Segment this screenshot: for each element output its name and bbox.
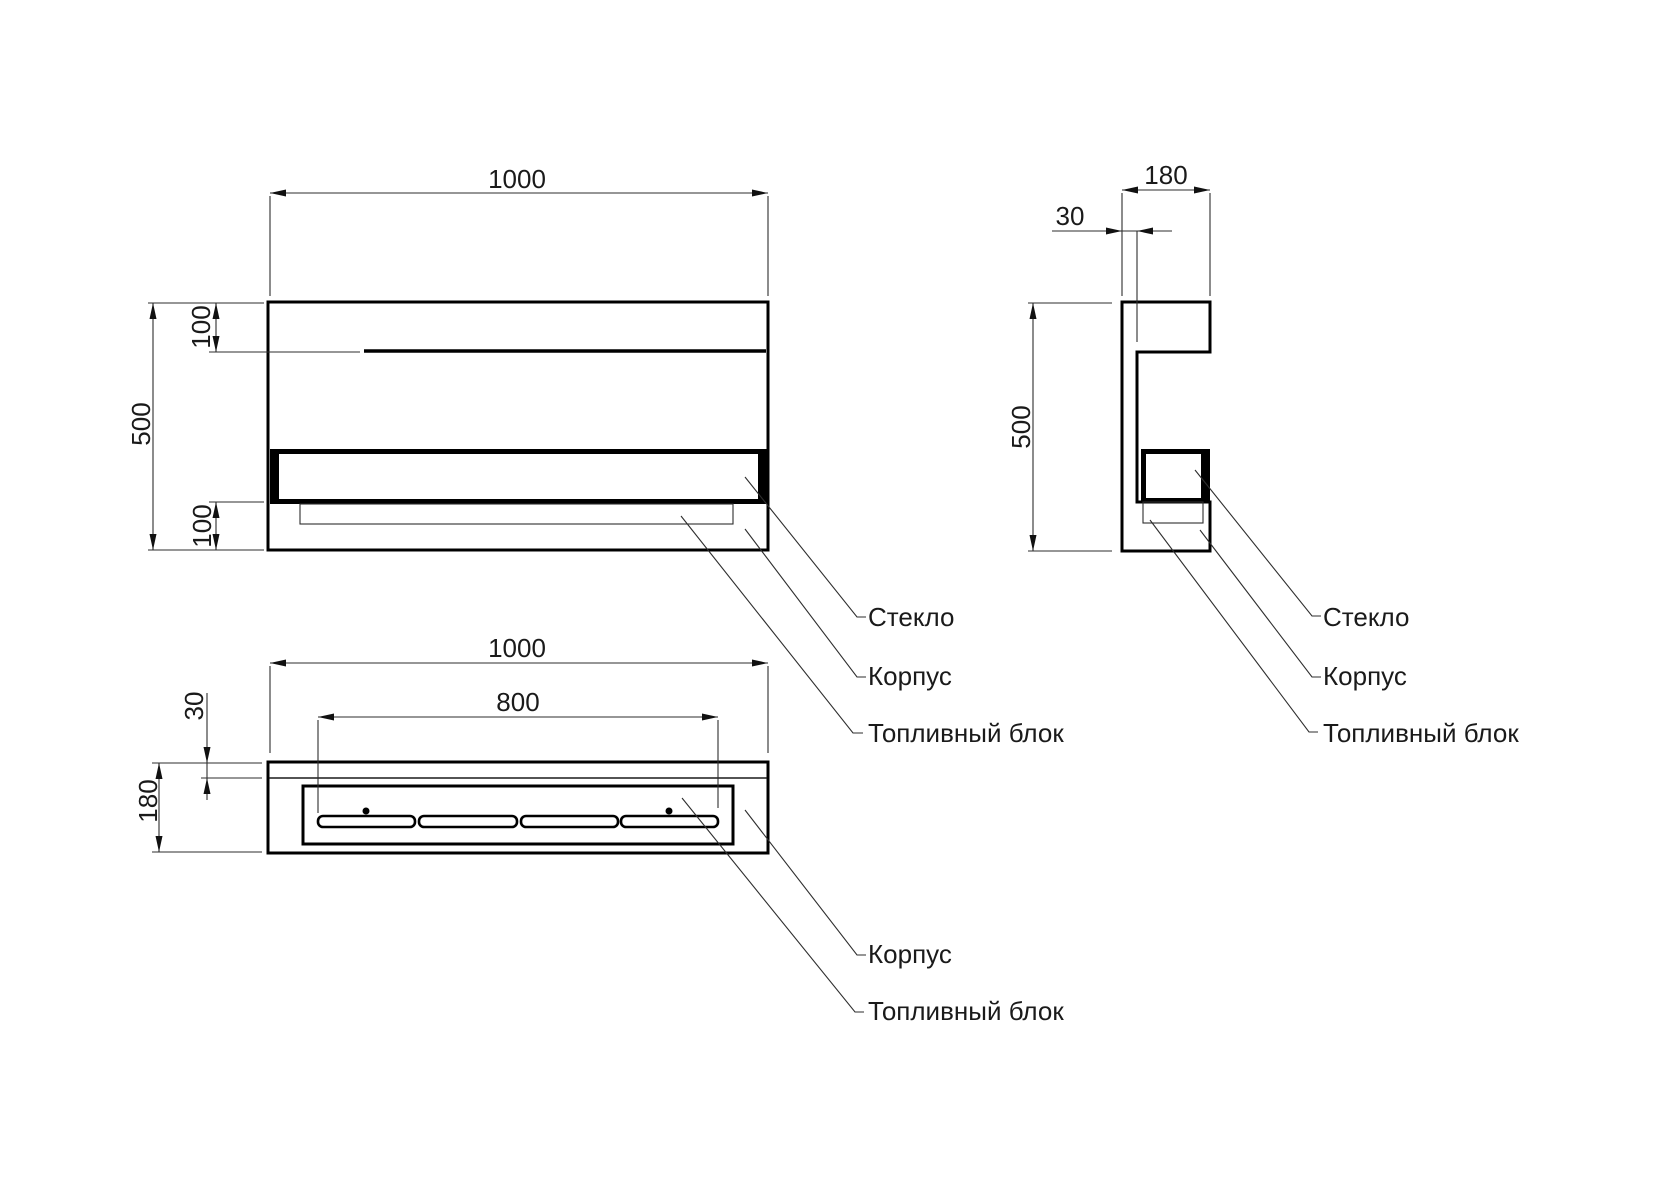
arrow-top: [156, 763, 163, 779]
front-fuel-tray: [300, 504, 733, 524]
arrow-right-outside: [1137, 228, 1153, 235]
arrow-bottom: [1030, 535, 1037, 551]
front-label-glass: Стекло: [868, 602, 955, 632]
dim-value: 1000: [488, 633, 546, 663]
front-label-fuel-block: Топливный блок: [868, 718, 1064, 748]
arrow-bottom-outside: [204, 778, 211, 794]
front-body-outline: [268, 302, 768, 550]
front-callouts: [681, 477, 1064, 748]
arrow-left: [318, 714, 334, 721]
dim-value: 30: [179, 691, 209, 721]
dim-value: 800: [496, 687, 540, 717]
plan-label-body: Корпус: [868, 939, 952, 969]
side-body-outline: [1122, 302, 1210, 551]
arrow-left: [1122, 187, 1138, 194]
plan-callouts: [682, 798, 1064, 1026]
front-view: [126, 164, 1064, 748]
arrow-bottom: [156, 836, 163, 852]
arrow-bottom: [150, 534, 157, 550]
side-dim-depth: [1122, 160, 1210, 296]
igniter-dot-left: [363, 808, 370, 815]
plan-dim-depth: [133, 763, 262, 852]
arrow-top: [1030, 303, 1037, 319]
plan-dim-front-offset: [179, 692, 262, 800]
side-label-fuel-block: Топливный блок: [1323, 718, 1519, 748]
dim-value: 500: [1006, 405, 1036, 449]
side-label-glass: Стекло: [1323, 602, 1410, 632]
dim-value: 180: [133, 779, 163, 823]
dim-value: 500: [126, 402, 156, 446]
dim-value: 100: [186, 305, 216, 349]
plan-dim-burner-length: [318, 687, 718, 813]
dim-value: 30: [1055, 201, 1085, 231]
side-callouts: [1150, 470, 1519, 748]
arrow-left-outside: [1106, 228, 1122, 235]
leader-fuel-block: [682, 798, 864, 1012]
arrow-top-outside: [204, 747, 211, 763]
dim-value: 1000: [488, 164, 546, 194]
arrow-right: [1194, 187, 1210, 194]
burner-slot-1: [318, 816, 415, 827]
side-fuel-box-inner: [1146, 454, 1201, 498]
leader-body: [745, 810, 866, 955]
plan-body-outline: [268, 762, 768, 853]
igniter-dot-right: [666, 808, 673, 815]
leader-glass: [1195, 470, 1321, 616]
front-label-body: Корпус: [868, 661, 952, 691]
side-fuel-tray: [1143, 502, 1203, 523]
arrow-left: [270, 190, 286, 197]
side-dim-glass-offset: [1052, 201, 1172, 342]
side-view: [1006, 160, 1519, 748]
burner-slot-3: [521, 816, 618, 827]
arrow-right: [702, 714, 718, 721]
plan-label-fuel-block: Топливный блок: [868, 996, 1064, 1026]
front-dim-glass-offset: [186, 303, 360, 352]
dim-value: 180: [1144, 160, 1188, 190]
arrow-top: [150, 303, 157, 319]
front-dim-width: [270, 164, 768, 296]
arrow-right: [752, 660, 768, 667]
side-dim-height: [1006, 303, 1112, 551]
arrow-left: [270, 660, 286, 667]
side-label-body: Корпус: [1323, 661, 1407, 691]
burner-slot-2: [419, 816, 517, 827]
arrow-right: [752, 190, 768, 197]
front-window-glass: [279, 454, 758, 499]
front-dim-bottom-offset: [187, 502, 264, 550]
dim-value: 100: [187, 504, 217, 548]
plan-view: [133, 633, 1064, 1026]
